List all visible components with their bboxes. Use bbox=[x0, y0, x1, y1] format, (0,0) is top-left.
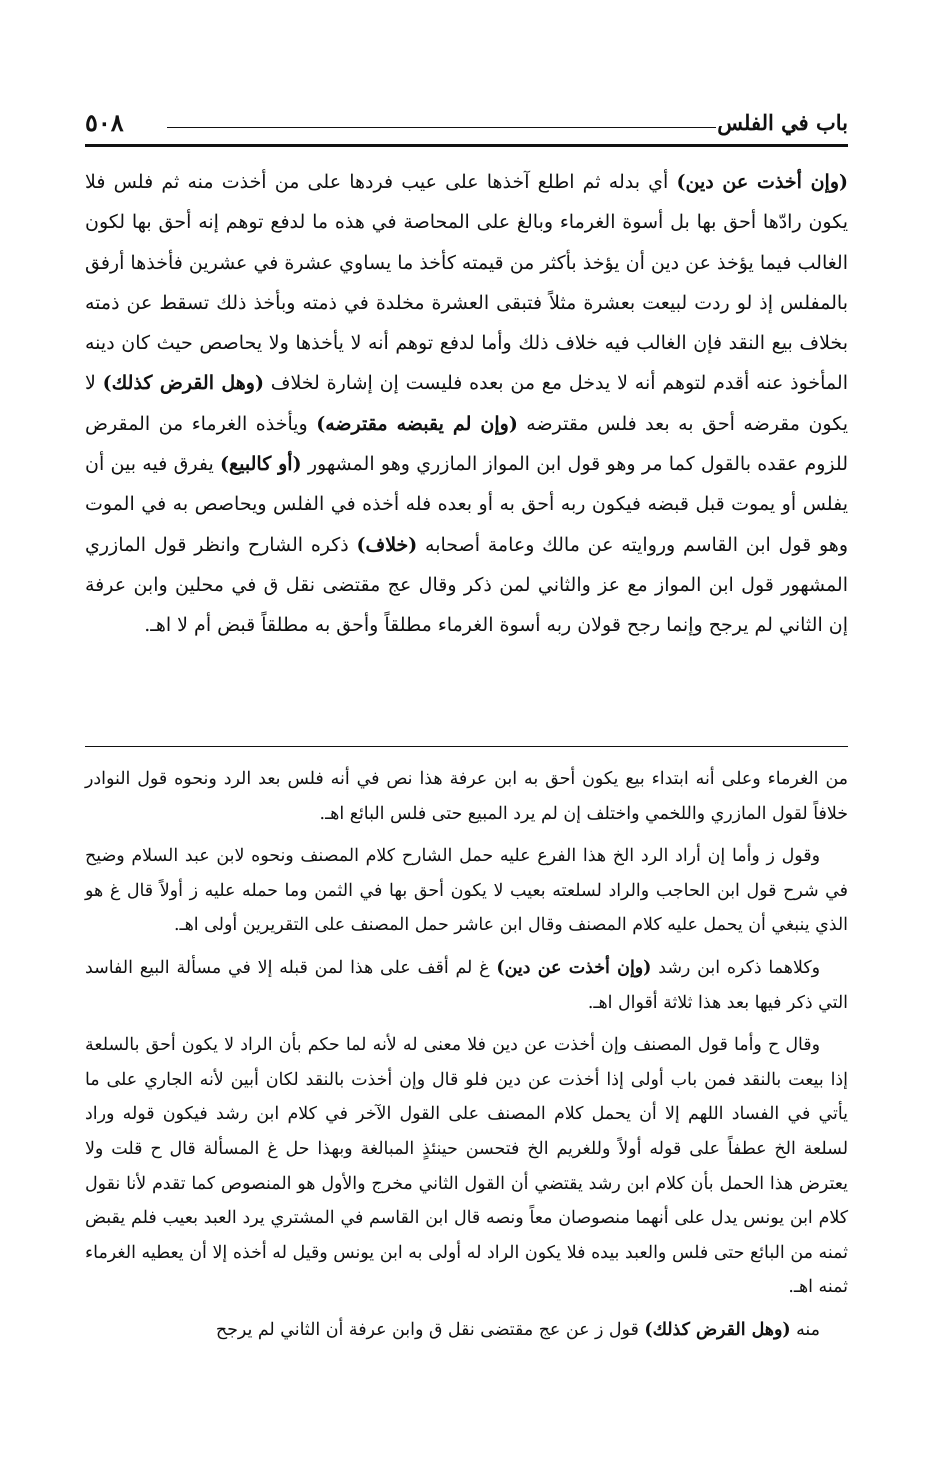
bold-lemma: (وهل القرض كذلك) bbox=[644, 1319, 791, 1340]
footnote-paragraph bbox=[85, 1313, 848, 1348]
bold-lemma: (وإن أخذت عن دين) bbox=[676, 171, 848, 193]
text-run: قول ز عن عج مقتضى نقل ق وابن عرفة أن الثاني لم يرجح bbox=[215, 1319, 645, 1340]
main-paragraph bbox=[85, 162, 848, 646]
footnote-paragraph bbox=[85, 1028, 848, 1305]
bold-lemma: (وإن أخذت عن دين) bbox=[496, 957, 652, 978]
bold-lemma: (خلاف) bbox=[356, 533, 418, 556]
text-run: أي بدله ثم اطلع آخذها على عيب فردها على من أخذت منه ثم فلس فلا يكون رادّها أحق بها بل أسوة الغرماء وبالغ على المحاصة في هذه ما لدفع توهم إنه أحق بها لكون الغالب فيما يؤخذ عن دين أن يؤخذ بأكثر من قيمته كأخذ ما يساوي عشرة في عشرين فأخذها أرفق بالمفلس إذ لو ردت لبيعت بعشرة مثلاً فتبقى العشرة مخلدة في ذمته وبأخذ ذلك تسقط عن ذمته بخلاف بيع النقد فإن الغالب فيه خلاف ذلك وأما لدفع توهم أنه لا يأخذها ولا يحاصص حيث كان دينه المأخوذ عنه أقدم لتوهم أنه لا يدخل مع من بعده فليست إن إشارة لخلاف bbox=[85, 171, 848, 395]
page-number: ٥٠٨ bbox=[85, 108, 124, 137]
header-bottom-rule bbox=[85, 144, 848, 147]
bold-lemma: (وهل القرض كذلك) bbox=[102, 372, 264, 395]
bold-lemma: (وإن لم يقبضه مقترضه) bbox=[316, 412, 518, 435]
text-run: يفرق فيه بين أن يفلس أو يموت قبل قبضه فيكون ربه أحق به أو بعده فله أخذه في الفلس ويحاصص به في الموت وهو قول ابن القاسم وروايته عن مالك وعامة أصحابه bbox=[85, 453, 848, 556]
text-run: وقال ح وأما قول المصنف وإن أخذت عن دين فلا معنى له لأنه لما حكم بأن الراد لا يكون أحق بالسلعة إذا بيعت بالنقد فمن باب أولى إذا أخذت عن دين فلو قال وإن أخذت بالنقد لكان أبين لأنه الجاري على ما يأتي في الفساد اللهم إلا أن يحمل كلام المصنف على القول الآخر في كلام ابن رشد فيكون قوله وراد لسلعة الخ عطفاً على قوله أولاً وللغريم الخ فتحسن حينئذٍ المبالغة وبهذا حل غ المسألة قال ح قلت ولا يعترض هذا الحمل بأن كلام ابن رشد يقتضي أن القول الثاني مخرج والأول هو المنصوص كما تقدم لأنا نقول كلام ابن يونس يدل على أنهما منصوصان معاً ونصه قال ابن القاسم في المشتري يرد العبد بعيب فلم يقبض ثمنه من البائع حتى فلس والعبد بيده فلا يكون الراد له أولى به ابن يونس وقيل له أخذه إلا أن يعطيه الغرماء ثمنه اهـ. bbox=[85, 1035, 848, 1298]
book-page bbox=[85, 0, 848, 1482]
main-text bbox=[85, 162, 848, 646]
text-run: وقول ز وأما إن أراد الرد الخ هذا الفرع عليه حمل الشارح كلام المصنف ونحوه لابن عبد السلام وضيح في شرح قول ابن الحاجب والراد لسلعته بعيب لا يكون أحق بها في الثمن وما حمله عليه ز أولاً قال غ هو الذي ينبغي أن يحمل عليه كلام المصنف وقال ابن عاشر حمل المصنف على التقريرين أولى اهـ. bbox=[85, 846, 848, 936]
text-run: غ لم أقف على هذا لمن قبله إلا في مسألة البيع الفاسد التي ذكر فيها بعد هذا ثلاثة أقوال اهـ. bbox=[85, 957, 848, 1013]
footnotes bbox=[85, 762, 848, 1356]
chapter-title: باب في الفلس bbox=[717, 110, 848, 135]
header-rule bbox=[167, 127, 716, 128]
text-run: من الغرماء وعلى أنه ابتداء بيع يكون أحق به ابن عرفة هذا نص في أنه فلس بعد الرد ونحوه قول النوادر خلافاً لقول المازري واللخمي واختلف إن لم يرد المبيع حتى فلس البائع اهـ. bbox=[85, 769, 848, 824]
text-run: ذكره الشارح وانظر قول المازري المشهور قول ابن المواز مع عز والثاني لمن ذكر وقال عج مقتضى نقل ق في محلين وابن عرفة إن الثاني لم يرجح وإنما رجح قولان ربه أسوة الغرماء مطلقاً وأحق به مطلقاً قبض أم لا اهـ. bbox=[85, 533, 848, 637]
footnote-paragraph bbox=[85, 839, 848, 943]
footnote-paragraph bbox=[85, 951, 848, 1020]
text-run: ويأخذه الغرماء من المقرض للزوم عقده بالقول كما مر وهو قول ابن المواز المازري وهو المشهور bbox=[85, 412, 848, 476]
bold-lemma: (أو كالبيع) bbox=[220, 453, 302, 476]
footnote-divider bbox=[85, 746, 848, 747]
footnote-paragraph bbox=[85, 762, 848, 831]
text-run: لا يكون مقرضه أحق به بعد فلس مقترضه bbox=[85, 372, 848, 435]
page-header bbox=[85, 104, 848, 150]
text-run: وكلاهما ذكره ابن رشد bbox=[651, 957, 821, 978]
text-run: منه bbox=[790, 1319, 820, 1340]
